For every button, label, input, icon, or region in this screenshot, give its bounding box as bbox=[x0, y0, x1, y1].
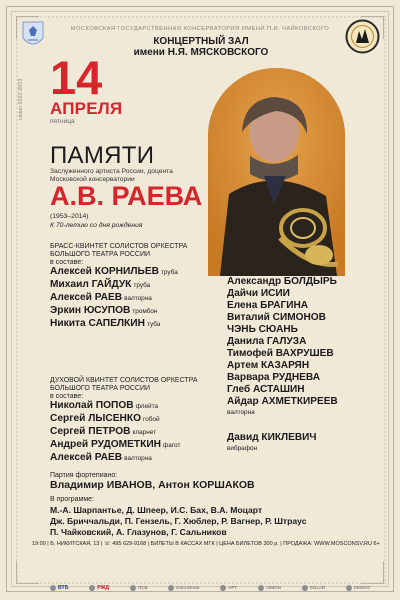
hornist-photo bbox=[208, 68, 345, 276]
list-item bbox=[50, 452, 215, 465]
partner-logo bbox=[346, 585, 370, 591]
partner-name: ПСБ bbox=[137, 585, 148, 590]
program-line: М.-А. Шарпантье, Д. Шпеер, И.С. Бах, В.А. Моцарт bbox=[50, 505, 263, 515]
partner-icon bbox=[302, 585, 308, 591]
horn-player-name: Дайчи ИСИИ bbox=[227, 288, 290, 299]
member-instrument: труба bbox=[161, 269, 178, 276]
member-name: Андрей РУДОМЕТКИН bbox=[50, 439, 162, 450]
list-item bbox=[50, 305, 215, 318]
partner-name: AIMON bbox=[265, 585, 281, 590]
venue-name bbox=[86, 36, 316, 58]
horn-player-name: Глеб АСТАШИН bbox=[227, 384, 305, 395]
partner-name: РЖД bbox=[97, 584, 110, 591]
member-name: Сергей ЛЫСЕНКО bbox=[50, 413, 142, 424]
honors-text: Заслуженного артиста России, доцента Московской консерватории bbox=[50, 168, 173, 183]
partner-logo bbox=[50, 585, 68, 591]
horn-player-name: Артем КАЗАРЯН bbox=[227, 360, 310, 371]
partner-name: ВТБ bbox=[58, 584, 69, 591]
program-caption: В программе: bbox=[50, 496, 94, 503]
partner-name: Dоm.Movie bbox=[176, 585, 200, 590]
season-label: сезон 2022-2023 bbox=[18, 78, 24, 120]
horn-player-name: ЧЭНЬ СЮАНЬ bbox=[227, 324, 298, 335]
piano-caption: Партия фортепиано: bbox=[50, 472, 118, 479]
vibraphone-player-name: Давид КИКЛЕВИЧ bbox=[227, 432, 317, 443]
partner-logo bbox=[130, 585, 148, 591]
member-name: Сергей ПЕТРОВ bbox=[50, 426, 131, 437]
partner-name: АРТ bbox=[228, 585, 238, 590]
venue-line-1: КОНЦЕРТНЫЙ ЗАЛ bbox=[153, 36, 249, 47]
venue-line-2: имени Н.Я. МЯСКОВСКОГО bbox=[133, 47, 269, 58]
partner-logo bbox=[302, 585, 326, 591]
program-line: Дж. Бриччальди, П. Гензель, Г. Хюблер, Р. Вагнер, Р. Штраус bbox=[50, 516, 307, 526]
list-item bbox=[50, 266, 215, 279]
horn-player-name: Виталий СИМОНОВ bbox=[227, 312, 326, 323]
anniversary-note: К 70-летию со дня рождения bbox=[50, 222, 143, 229]
program-line: П. Чайковский, А. Глазунов, Г. Сальников bbox=[50, 527, 227, 537]
member-instrument: валторна bbox=[124, 455, 152, 462]
horn-instrument-label: валторна bbox=[227, 409, 255, 416]
horn-player-name: Варвара РУДНЕВА bbox=[227, 372, 320, 383]
list-item bbox=[50, 292, 215, 305]
horn-player-name: Елена БРАГИНА bbox=[227, 300, 309, 311]
member-instrument: кларнет bbox=[132, 429, 157, 436]
life-years: (1953–2014) bbox=[50, 213, 89, 220]
member-instrument: туба bbox=[146, 321, 161, 328]
member-name: Никита САПЕЛКИН bbox=[50, 318, 145, 329]
concert-weekday: пятница bbox=[50, 118, 75, 125]
partner-icon bbox=[50, 585, 56, 591]
partner-logo bbox=[168, 585, 199, 591]
partner-icon bbox=[220, 585, 226, 591]
concert-month: АПРЕЛЯ bbox=[50, 99, 123, 118]
program-list bbox=[50, 505, 360, 538]
conservatory-name: МОСКОВСКАЯ ГОСУДАРСТВЕННАЯ КОНСЕРВАТОРИЯ ИМЕНИ П.И. ЧАЙКОВСКОГО bbox=[70, 26, 330, 32]
piano-names: Владимир ИВАНОВ, Антон КОРШАКОВ bbox=[50, 479, 255, 491]
horn-player-name: Александр БОЛДЫРЬ bbox=[227, 276, 337, 287]
composition-label: в составе: bbox=[50, 259, 84, 266]
partner-name: KEEKO bbox=[354, 585, 370, 590]
composition-label: в составе: bbox=[50, 393, 84, 400]
horn-player-name: Айдар АХМЕТКИРЕЕВ bbox=[227, 396, 338, 407]
ticket-info: 19:00 | Б. НИКИТСКАЯ, 13 | ☏ 495 629-9168 | БИЛЕТЫ В КАССАХ МГК | ЦЕНА БИЛЕТОВ 300 р. | ПРОДАЖА: WWW.MOSCONSV.RU 6+ bbox=[32, 541, 380, 547]
horn-player-name: Тимофей ВАХРУШЕВ bbox=[227, 348, 334, 359]
wind-quintet bbox=[50, 377, 215, 465]
conservatory-seal-icon bbox=[345, 19, 380, 54]
russia-coat-of-arms-icon bbox=[21, 20, 45, 50]
list-item bbox=[50, 279, 215, 292]
member-name: Алексей РАЕВ bbox=[50, 292, 123, 303]
partner-logo bbox=[89, 585, 109, 591]
brass-quintet bbox=[50, 243, 215, 331]
list-item bbox=[50, 413, 215, 426]
member-instrument: фагот bbox=[163, 442, 181, 449]
vibraphone-player bbox=[227, 432, 382, 452]
partner-logo bbox=[258, 585, 281, 591]
member-name: Николай ПОПОВ bbox=[50, 400, 134, 411]
vibraphone-label: вибрафон bbox=[227, 445, 258, 452]
member-instrument: тромбон bbox=[132, 308, 158, 315]
partner-icon bbox=[89, 585, 95, 591]
horn-ensemble bbox=[227, 276, 382, 416]
partner-icon bbox=[258, 585, 264, 591]
honoree-name: А.В. РАЕВА bbox=[50, 181, 203, 211]
member-instrument: флейта bbox=[135, 403, 159, 410]
brass-quintet-caption: БРАСС-КВИНТЕТ СОЛИСТОВ ОРКЕСТРА БОЛЬШОГО ТЕАТРА РОССИИ bbox=[50, 243, 188, 258]
member-instrument: труба bbox=[133, 282, 151, 289]
partner-logos bbox=[50, 581, 370, 594]
list-item bbox=[50, 426, 215, 439]
list-item bbox=[50, 400, 215, 413]
concert-day: 14 bbox=[50, 51, 103, 104]
list-item bbox=[50, 318, 215, 331]
partner-icon bbox=[346, 585, 352, 591]
member-name: Алексей КОРНИЛЬЕВ bbox=[50, 266, 159, 277]
horn-player-name: Данила ГАЛУЗА bbox=[227, 336, 307, 347]
member-instrument: валторна bbox=[124, 295, 152, 302]
wind-quintet-caption: ДУХОВОЙ КВИНТЕТ СОЛИСТОВ ОРКЕСТРА БОЛЬШОГО ТЕАТРА РОССИИ bbox=[50, 377, 198, 392]
member-name: Алексей РАЕВ bbox=[50, 452, 123, 463]
member-instrument: гобой bbox=[143, 416, 160, 423]
portrait-photo bbox=[208, 68, 345, 276]
partner-icon bbox=[168, 585, 174, 591]
event-title: ПАМЯТИ bbox=[50, 142, 155, 169]
partner-icon bbox=[130, 585, 136, 591]
partner-logo bbox=[220, 585, 237, 591]
member-name: Михаил ГАЙДУК bbox=[50, 279, 132, 290]
list-item bbox=[50, 439, 215, 452]
partner-name: SOLAR bbox=[309, 585, 326, 590]
member-name: Эркин ЮСУПОВ bbox=[50, 305, 131, 316]
corner-ornament bbox=[16, 561, 39, 584]
